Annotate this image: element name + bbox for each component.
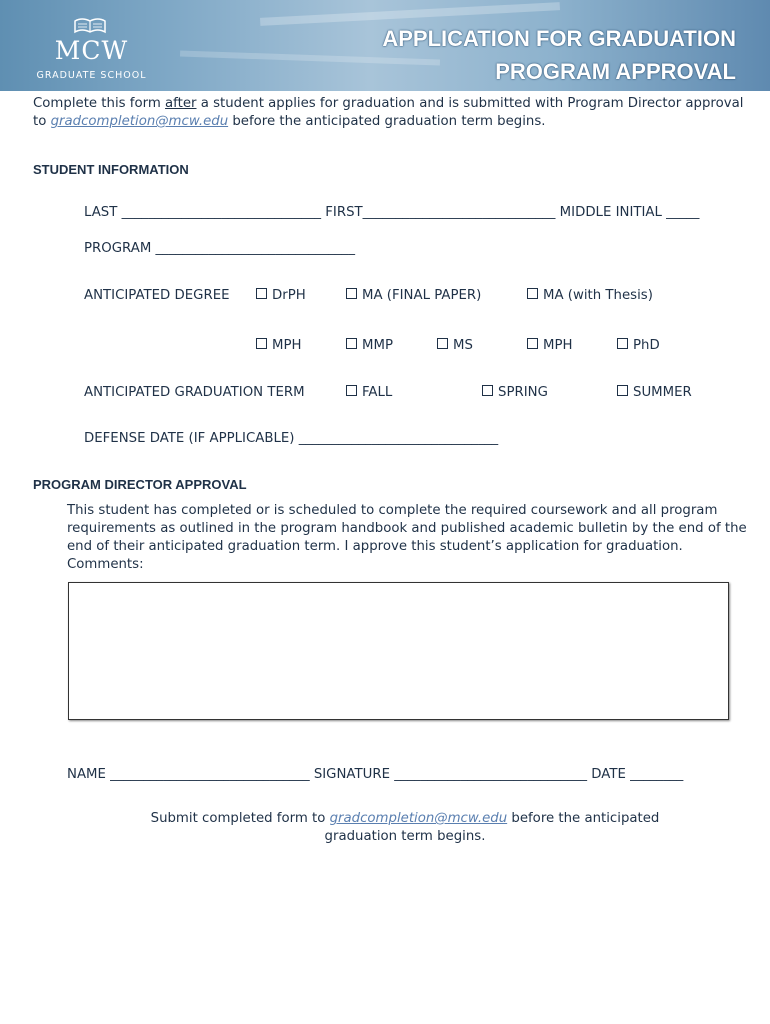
signature-fields[interactable]: NAME ______________________________ SIGNATURE _____________________________ DATE ________	[67, 767, 684, 782]
defense-date-field[interactable]: DEFENSE DATE (IF APPLICABLE) ______________________________	[84, 431, 499, 446]
program-field[interactable]: PROGRAM ______________________________	[84, 241, 355, 256]
degree-checkbox-mph[interactable]: MPH	[256, 338, 302, 353]
approval-heading: PROGRAM DIRECTOR APPROVAL	[33, 477, 247, 492]
page-title	[382, 22, 736, 88]
degree-checkbox-drph[interactable]: DrPH	[256, 288, 306, 303]
title-line-2: PROGRAM APPROVAL	[495, 59, 736, 84]
title-line-1: APPLICATION FOR GRADUATION	[382, 26, 736, 51]
email-link[interactable]: gradcompletion@mcw.edu	[50, 114, 229, 129]
degree-checkbox-ma-final-paper[interactable]: MA (FINAL PAPER)	[346, 288, 481, 303]
name-fields[interactable]: LAST ______________________________ FIRST_____________________________ MIDDLE INITIAL _____	[84, 205, 700, 220]
degree-checkbox-ms[interactable]: MS	[437, 338, 473, 353]
checkbox-icon[interactable]	[346, 385, 357, 396]
degree-checkbox-phd[interactable]: PhD	[617, 338, 660, 353]
header-banner	[0, 0, 770, 91]
submit-instructions: Submit completed form to gradcompletion@mcw.edu before the anticipated graduation term begins.	[150, 811, 660, 844]
term-label: ANTICIPATED GRADUATION TERM	[84, 385, 305, 400]
checkbox-icon[interactable]	[346, 338, 357, 349]
term-checkbox-fall[interactable]: FALL	[346, 385, 392, 400]
student-info-heading: STUDENT INFORMATION	[33, 162, 189, 177]
comments-textbox[interactable]	[68, 582, 729, 720]
checkbox-icon[interactable]	[256, 288, 267, 299]
term-checkbox-summer[interactable]: SUMMER	[617, 385, 692, 400]
degree-checkbox-mmp[interactable]: MMP	[346, 338, 393, 353]
logo-name: MCW	[54, 36, 129, 65]
logo-subtitle: GRADUATE SCHOOL	[36, 70, 147, 81]
term-checkbox-spring[interactable]: SPRING	[482, 385, 548, 400]
emphasis-after: after	[165, 96, 197, 111]
comments-label: Comments:	[67, 557, 144, 572]
degree-checkbox-mph-2[interactable]: MPH	[527, 338, 573, 353]
checkbox-icon[interactable]	[437, 338, 448, 349]
degree-label: ANTICIPATED DEGREE	[84, 288, 230, 303]
checkbox-icon[interactable]	[256, 338, 267, 349]
approval-statement: This student has completed or is scheduled to complete the required coursework and all program requirements as outlined in the program handbook and published academic bulletin by the end of the end of their anticipated graduation term. I approve this student’s application for graduation.	[67, 503, 747, 554]
checkbox-icon[interactable]	[527, 338, 538, 349]
checkbox-icon[interactable]	[482, 385, 493, 396]
checkbox-icon[interactable]	[527, 288, 538, 299]
degree-checkbox-ma-thesis[interactable]: MA (with Thesis)	[527, 288, 653, 303]
checkbox-icon[interactable]	[617, 338, 628, 349]
intro-text: Complete this form after a student applies for graduation and is submitted with Program Director approval to gradcompletion@mcw.edu before the anticipated graduation term begins.	[33, 96, 744, 129]
footer-email-link[interactable]: gradcompletion@mcw.edu	[329, 811, 508, 826]
mcw-logo	[34, 15, 149, 85]
checkbox-icon[interactable]	[617, 385, 628, 396]
checkbox-icon[interactable]	[346, 288, 357, 299]
open-book-icon	[73, 17, 107, 35]
